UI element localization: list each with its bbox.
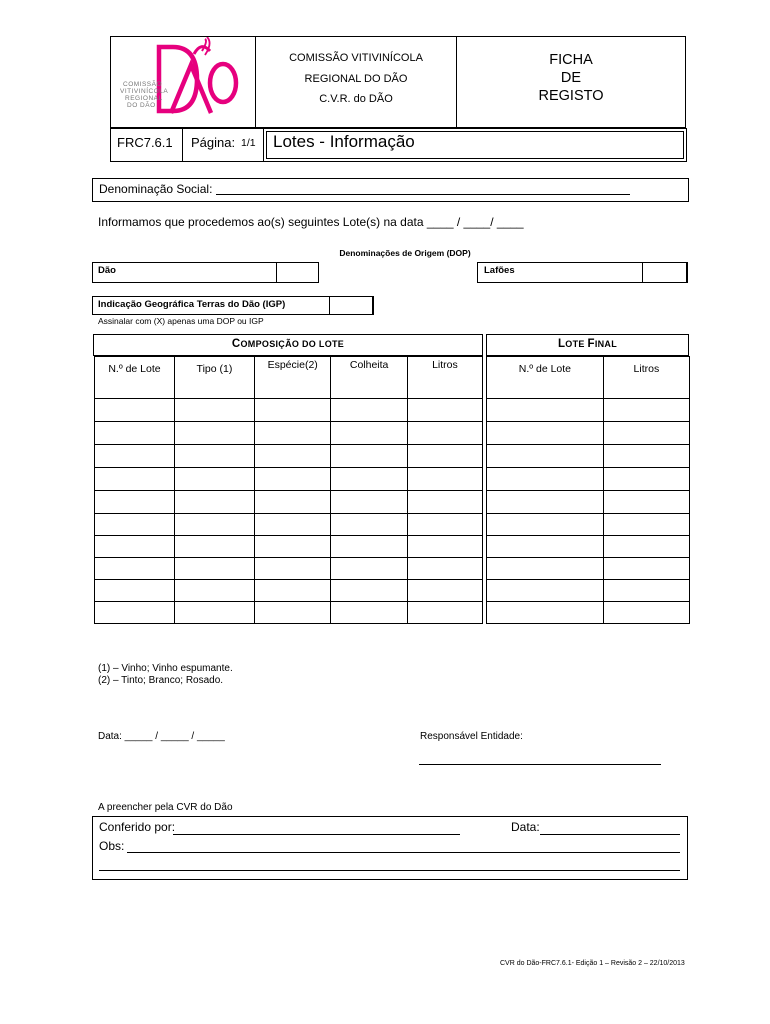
inform-text: Informamos que procedemos ao(s) seguintes Lote(s) na data ____ / ____/ ____ <box>98 215 524 229</box>
final-title: LOTE FINAL <box>557 338 618 350</box>
doc-type-line-3: REGISTO <box>538 88 604 104</box>
table-row[interactable] <box>95 558 483 580</box>
date-field[interactable]: Data: _____ / _____ / _____ <box>98 731 225 742</box>
org-name-line-1: COMISSÃO VITIVINÍCOLA <box>289 52 423 64</box>
doc-type-line-1: FICHA <box>549 52 593 68</box>
cvr-box <box>92 816 688 880</box>
igp-label: Indicação Geográfica Terras do Dão (IGP) <box>98 299 286 310</box>
cvr-data-label: Data: <box>511 820 540 834</box>
page-value: 1/1 <box>241 137 256 149</box>
dop-lafoes-row <box>477 262 687 283</box>
org-name-line-2: REGIONAL DO DÃO <box>304 73 408 85</box>
conferido-label: Conferido por: <box>99 820 176 834</box>
dop-heading: Denominações de Origem (DOP) <box>339 248 471 258</box>
preencher-label: A preencher pela CVR do Dão <box>98 802 233 813</box>
doc-type-line-2: DE <box>560 70 582 86</box>
table-row[interactable] <box>487 580 690 602</box>
obs-field-line-2[interactable] <box>99 870 680 871</box>
final-table <box>486 356 690 624</box>
table-row[interactable] <box>487 536 690 558</box>
table-row[interactable] <box>95 491 483 514</box>
obs-field-line-1[interactable] <box>127 852 680 853</box>
social-name-field[interactable] <box>216 194 630 195</box>
table-row[interactable] <box>95 514 483 536</box>
table-row[interactable] <box>95 536 483 558</box>
table-row[interactable] <box>95 468 483 491</box>
table-row[interactable] <box>487 422 690 445</box>
table-row[interactable] <box>487 445 690 468</box>
code-cell <box>110 128 183 162</box>
obs-label: Obs: <box>99 839 125 853</box>
form-code: FRC7.6.1 <box>117 135 173 150</box>
table-row[interactable] <box>487 514 690 536</box>
dop-lafoes-checkbox[interactable] <box>642 262 688 283</box>
igp-checkbox[interactable] <box>329 296 374 315</box>
col-header-litros: Litros <box>407 357 482 399</box>
col-header-especie: Espécie(2) <box>254 357 331 399</box>
table-row[interactable] <box>487 602 690 624</box>
header-doctype-cell <box>456 36 686 128</box>
col-header-n-lote: N.º de Lote <box>95 357 175 399</box>
composicao-table <box>94 356 483 624</box>
composicao-title-cell <box>93 334 483 356</box>
assinalar-note: Assinalar com (X) apenas uma DOP ou IGP <box>98 316 264 326</box>
table-row[interactable] <box>95 445 483 468</box>
note-2: (2) – Tinto; Branco; Rosado. <box>98 675 224 686</box>
org-name-line-3: C.V.R. do DÃO <box>319 93 393 105</box>
col-header-final-n-lote: N.º de Lote <box>487 357 604 399</box>
dop-dao-checkbox[interactable] <box>276 262 319 283</box>
table-row[interactable] <box>487 558 690 580</box>
table-row[interactable] <box>95 580 483 602</box>
table-row[interactable] <box>487 399 690 422</box>
header-org-cell <box>255 36 457 128</box>
col-header-final-litros: Litros <box>603 357 689 399</box>
responsavel-signature-line[interactable] <box>419 764 661 765</box>
dop-dao-label: Dão <box>98 265 116 276</box>
logo-text-line-1: COMISSÃO <box>123 81 163 88</box>
dop-lafoes-label: Lafões <box>484 265 515 276</box>
table-row[interactable] <box>95 399 483 422</box>
logo-text-line-4: DO DÃO <box>127 102 156 109</box>
note-1: (1) – Vinho; Vinho espumante. <box>98 663 233 674</box>
social-name-box <box>92 178 689 202</box>
col-header-tipo: Tipo (1) <box>174 357 254 399</box>
cvr-data-field[interactable] <box>540 834 680 835</box>
dop-dao-row <box>92 262 319 283</box>
table-row[interactable] <box>95 602 483 624</box>
footer-text: CVR do Dão-FRC7.6.1- Edição 1 – Revisão 2 – 22/10/2013 <box>500 960 685 967</box>
composicao-title: COMPOSIÇÃO DO LOTE <box>231 338 345 350</box>
table-row[interactable] <box>487 468 690 491</box>
page-cell <box>182 128 264 162</box>
page-title: Lotes - Informação <box>273 132 415 151</box>
logo-text-line-2: VITIVINÍCOLA <box>120 88 169 95</box>
col-header-colheita: Colheita <box>331 357 407 399</box>
table-row[interactable] <box>95 422 483 445</box>
title-cell <box>263 128 687 162</box>
responsavel-label: Responsável Entidade: <box>420 731 523 742</box>
conferido-field[interactable] <box>173 834 460 835</box>
social-name-label: Denominação Social: <box>99 182 213 196</box>
igp-row <box>92 296 373 315</box>
logo-text-line-3: REGIONAL <box>125 95 163 102</box>
final-title-cell <box>486 334 689 356</box>
page-label: Página: <box>191 135 236 150</box>
table-row[interactable] <box>487 491 690 514</box>
header-logo-cell <box>110 36 256 128</box>
